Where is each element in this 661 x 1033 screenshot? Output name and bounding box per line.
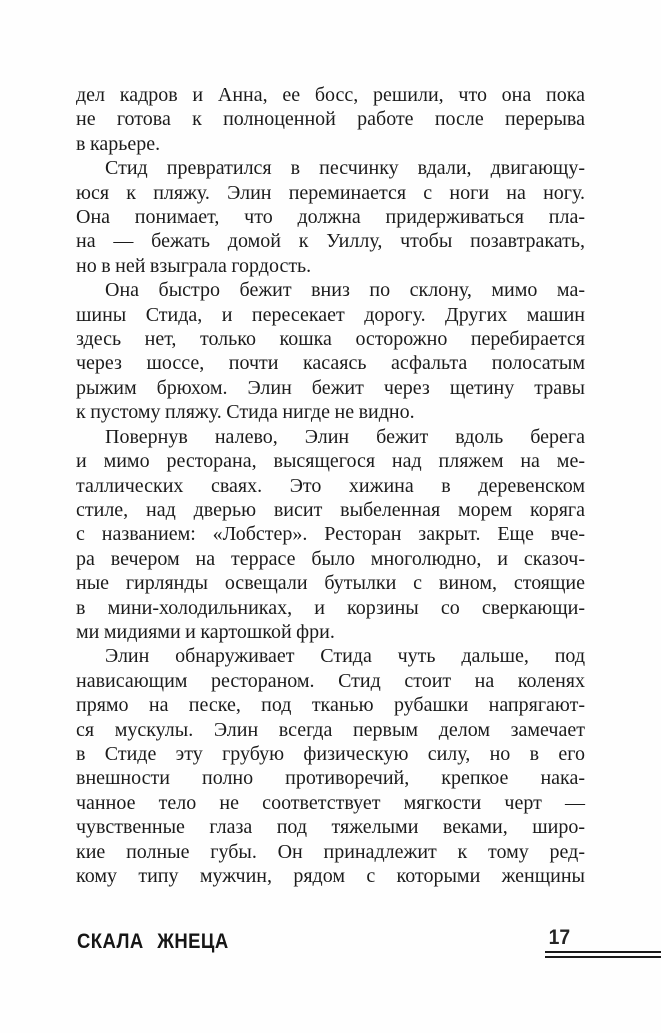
text-line: юся к пляжу. Элин переминается с ноги на ногу. xyxy=(76,181,585,204)
text-line: здесь нет, только кошка осторожно перебирается xyxy=(76,328,585,351)
text-line: чувственные глаза под тяжелыми веками, широ- xyxy=(76,816,585,839)
text-line: к пустому пляжу. Стида нигде не видно. xyxy=(76,401,415,424)
text-line: ся мускулы. Элин всегда первым делом замечает xyxy=(76,718,585,741)
text-line: ные гирлянды освещали бутылки с вином, стоящие xyxy=(76,572,585,595)
text-line: не готова к полноценной работе после перерыва xyxy=(76,108,585,131)
text-line: в Стиде эту грубую физическую силу, но в его xyxy=(76,742,585,765)
double-rule-divider xyxy=(545,951,661,958)
text-line: в мини-холодильниках, и корзины со сверкающи- xyxy=(76,596,585,619)
text-line: Элин обнаруживает Стида чуть дальше, под xyxy=(105,645,585,668)
text-line: таллических сваях. Это хижина в деревенском xyxy=(76,474,585,497)
text-line: Повернув налево, Элин бежит вдоль берега xyxy=(105,425,585,448)
running-footer-title: СКАЛА ЖНЕЦА xyxy=(77,930,229,953)
text-line: ра вечером на террасе было многолюдно, и сказоч- xyxy=(76,547,585,570)
text-line: кому типу мужчин, рядом с которыми женщины xyxy=(76,865,585,887)
text-line: на — бежать домой к Уиллу, чтобы позавтракать, xyxy=(76,230,585,253)
text-line: но в ней взыграла гордость. xyxy=(76,254,312,277)
text-line: и мимо ресторана, высящегося над пляжем на ме- xyxy=(76,450,585,473)
text-line: нависающим рестораном. Стид стоит на коленях xyxy=(76,669,585,692)
text-line: прямо на песке, под тканью рубашки напрягают- xyxy=(76,694,585,717)
text-line: рыжим брюхом. Элин бежит через щетину травы xyxy=(76,376,585,399)
text-line: кие полные губы. Он принадлежит к тому ред- xyxy=(76,840,585,863)
text-line: Она быстро бежит вниз по склону, мимо ма- xyxy=(105,279,585,302)
text-line: Стид превратился в песчинку вдали, двигающу- xyxy=(105,157,585,180)
page-number-block xyxy=(545,926,661,958)
text-line: Она понимает, что должна придерживаться пла- xyxy=(76,206,585,229)
page-number: 17 xyxy=(548,926,571,949)
text-line: внешности полно противоречий, крепкое нака- xyxy=(76,767,585,790)
text-line: чанное тело не соответствует мягкости черт — xyxy=(76,791,585,814)
text-line: шины Стида, и пересекает дорогу. Других машин xyxy=(76,303,585,326)
text-line: через шоссе, почти касаясь асфальта полосатым xyxy=(76,352,585,375)
text-line: ми мидиями и картошкой фри. xyxy=(76,620,335,643)
text-line: дел кадров и Анна, ее босс, решили, что она пока xyxy=(76,84,585,106)
text-line: стиле, над дверью висит выбеленная морем коряга xyxy=(76,498,585,521)
text-line: с названием: «Лобстер». Ресторан закрыт. Еще вче- xyxy=(76,523,585,546)
text-line: в карьере. xyxy=(76,132,161,155)
page-footer xyxy=(0,926,661,966)
page-body xyxy=(76,83,585,888)
